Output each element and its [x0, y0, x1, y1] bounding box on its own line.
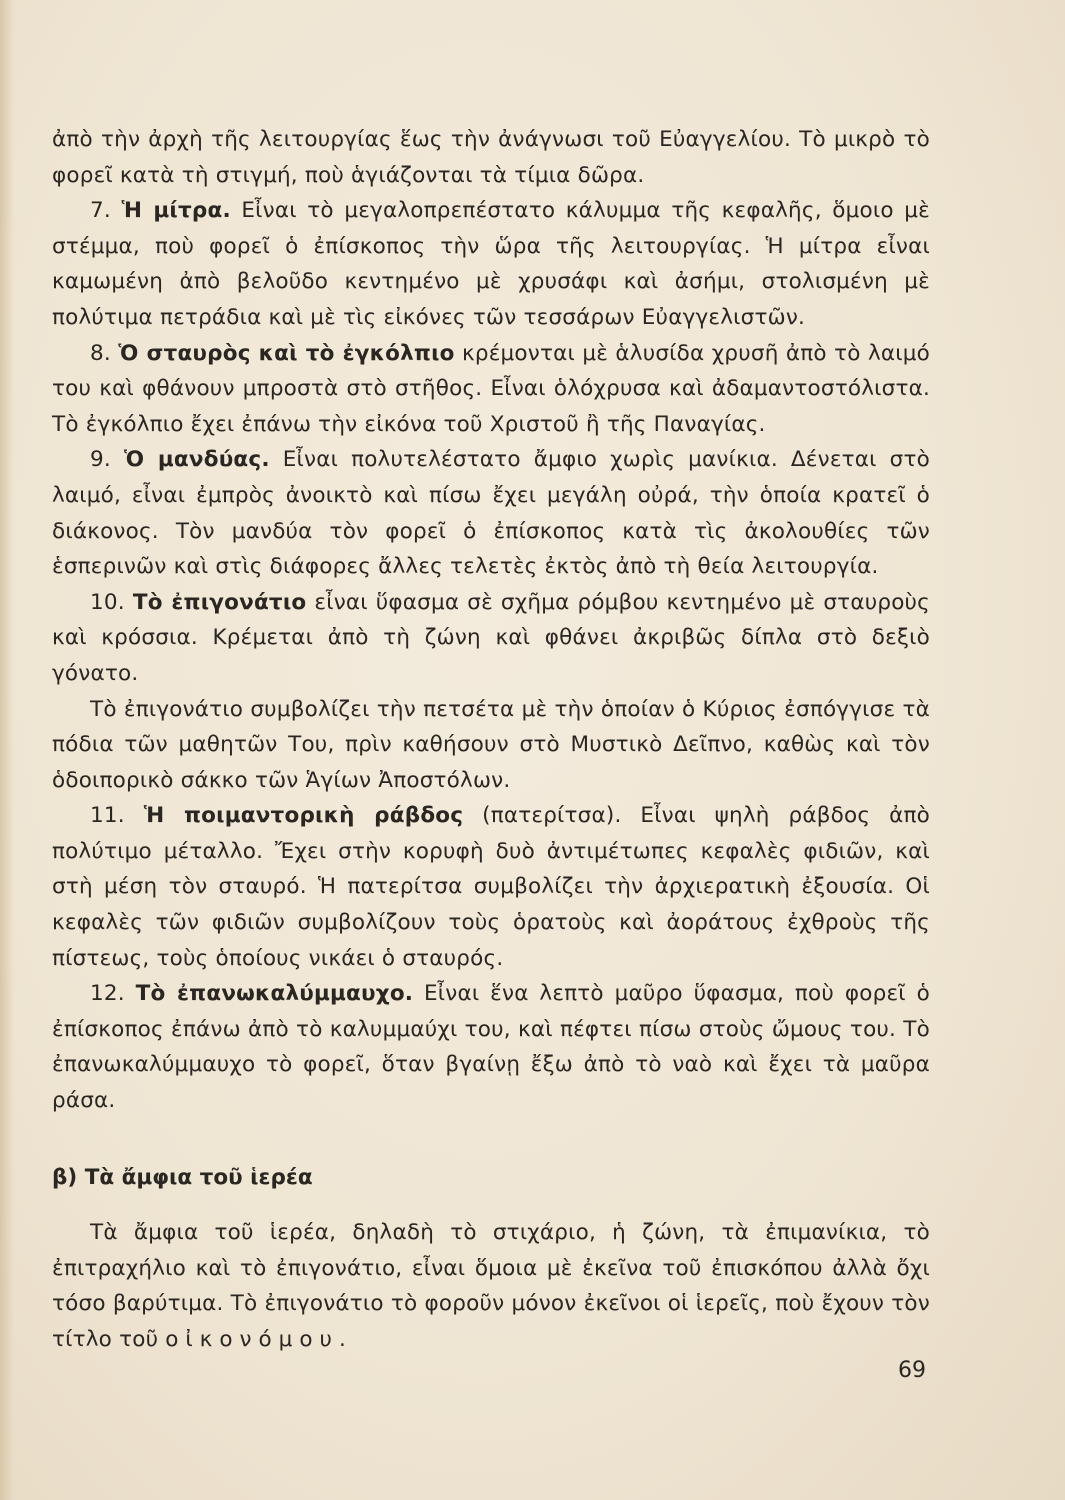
- main-text: [52, 122, 930, 1119]
- item-number: 10.: [90, 589, 125, 615]
- item-text: (πατερίτσα). Εἶναι ψηλὴ ράβδος ἀπὸ πολύτιμο μέταλλο. Ἔχει στὴν κορυφὴ δυὸ ἀντιμέτωπες κεφαλὲς φιδιῶν, καὶ στὴ μέση τὸν σταυρό. Ἡ πατερίτσα συμβολίζει τὴν ἀρχιερατικὴ ἐξουσία. Οἱ κεφαλὲς τῶν φιδιῶν συμβολίζουν τοὺς ὁρατοὺς καὶ ἀοράτους ἐχθροὺς τῆς πίστεως, τοὺς ὁποίους νικάει ὁ σταυρός.: [52, 803, 930, 971]
- item-12: [52, 976, 930, 1118]
- item-number: 8.: [90, 340, 111, 366]
- item-title: Τὸ ἐπιγονάτιο: [132, 589, 307, 615]
- item-text: Εἶναι τὸ μεγαλοπρεπέστατο κάλυμμα τῆς κεφαλῆς, ὅμοιο μὲ στέμμα, ποὺ φορεῖ ὁ ἐπίσκοπος τὴν ὥρα τῆς λειτουργίας. Ἡ μίτρα εἶναι καμωμένη ἀπὸ βελοῦδο κεντημένο μὲ χρυσάφι καὶ ἀσήμι, στολισμένη μὲ πολύτιμα πετράδια καὶ μὲ τὶς εἰκόνες τῶν τεσσάρων Εὐαγγελιστῶν.: [52, 198, 930, 330]
- item-number: 12.: [90, 981, 125, 1007]
- item-number: 11.: [90, 803, 125, 829]
- item-number: 9.: [90, 447, 111, 473]
- item-number: 7.: [90, 198, 111, 224]
- intro-paragraph: ἀπὸ τὴν ἀρχὴ τῆς λειτουργίας ἕως τὴν ἀνάγνωσι τοῦ Εὐαγγελίου. Τὸ μικρὸ τὸ φορεῖ κατὰ τὴ στιγμή, ποὺ ἁγιάζονται τὰ τίμια δῶρα.: [52, 127, 930, 188]
- item-text: κρέμονται μὲ ἁλυσίδα χρυσῆ ἀπὸ τὸ λαιμό του καὶ φθάνουν μπροστὰ στὸ στῆθος. Εἶναι ὁλόχρυσα καὶ ἀδαμαντοστόλιστα. Τὸ ἐγκόλπιο ἔχει ἐπάνω τὴν εἰκόνα τοῦ Χριστοῦ ἢ τῆς Παναγίας.: [52, 340, 930, 437]
- item-text: Εἶναι πολυτελέστατο ἄμφιο χωρὶς μανίκια. Δένεται στὸ λαιμό, εἶναι ἐμπρὸς ἀνοικτὸ καὶ πίσω ἔχει μεγάλη οὐρά, τὴν ὁποία κρατεῖ ὁ διάκονος. Τὸν μανδύα τὸν φορεῖ ὁ ἐπίσκοπος κατὰ τὶς ἀκολουθίες τῶν ἑσπερινῶν καὶ στὶς διάφορες ἄλλες τελετὲς ἐκτὸς ἀπὸ τὴ θεία λειτουργία.: [52, 447, 930, 580]
- spaced-word: οἰκονόμου.: [165, 1326, 353, 1352]
- item-title: Ἡ ποιμαντορικὴ ράβδος: [143, 803, 464, 829]
- section-body: [52, 1215, 930, 1357]
- item-text: εἶναι ὕφασμα σὲ σχῆμα ρόμβου κεντημένο μὲ σταυροὺς καὶ κρόσσια. Κρέμεται ἀπὸ τὴ ζώνη καὶ φθάνει ἀκριβῶς δίπλα στὸ δεξιὸ γόνατο.: [52, 589, 931, 686]
- item-text: Εἶναι ἕνα λεπτὸ μαῦρο ὕφασμα, ποὺ φορεῖ ὁ ἐπίσκοπος ἐπάνω ἀπὸ τὸ καλυμμαύχι του, καὶ πέφτει πίσω στοὺς ὤμους του. Τὸ ἐπανωκαλύμμαυχο τὸ φορεῖ, ὅταν βγαίνῃ ἔξω ἀπὸ τὸ ναὸ καὶ ἔχει τὰ μαῦρα ράσα.: [52, 981, 930, 1114]
- item-8: [52, 336, 930, 443]
- section-heading: β) Τὰ ἄμφια τοῦ ἱερέα: [52, 1165, 313, 1190]
- item-title: Τὸ ἐπανωκαλύμμαυχο.: [135, 981, 414, 1007]
- item-title: Ὁ σταυρὸς καὶ τὸ ἐγκόλπιο: [118, 340, 455, 366]
- item-title: Ὁ μανδύας.: [123, 447, 270, 473]
- item-10-continued: [52, 692, 930, 799]
- page-number: 69: [898, 1358, 926, 1383]
- item-10: [52, 585, 930, 692]
- page-edge-shadow: [0, 0, 14, 1500]
- item-7: [52, 193, 930, 335]
- section-text: Τὰ ἄμφια τοῦ ἱερέα, δηλαδὴ τὸ στιχάριο, ἡ ζώνη, τὰ ἐπιμανίκια, τὸ ἐπιτραχήλιο καὶ τὸ ἐπιγονάτιο, εἶναι ὅμοια μὲ ἐκεῖνα τοῦ ἐπισκόπου ἀλλὰ ὄχι τόσο βαρύτιμα. Τὸ ἐπιγονάτιο τὸ φοροῦν μόνον ἐκεῖνοι οἱ ἱερεῖς, ποὺ ἔχουν τὸν τίτλο τοῦ: [52, 1220, 930, 1352]
- item-11: [52, 798, 930, 976]
- item-text: Τὸ ἐπιγονάτιο συμβολίζει τὴν πετσέτα μὲ τὴν ὁποίαν ὁ Κύριος ἐσπόγγισε τὰ πόδια τῶν μαθητῶν Του, πρὶν καθήσουν στὸ Μυστικὸ Δεῖπνο, καθὼς καὶ τὸν ὁδοιπορικὸ σάκκο τῶν Ἁγίων Ἀποστόλων.: [52, 696, 930, 793]
- section-paragraph: [52, 1215, 930, 1357]
- item-title: Ἡ μίτρα.: [121, 198, 231, 224]
- item-9: [52, 442, 930, 584]
